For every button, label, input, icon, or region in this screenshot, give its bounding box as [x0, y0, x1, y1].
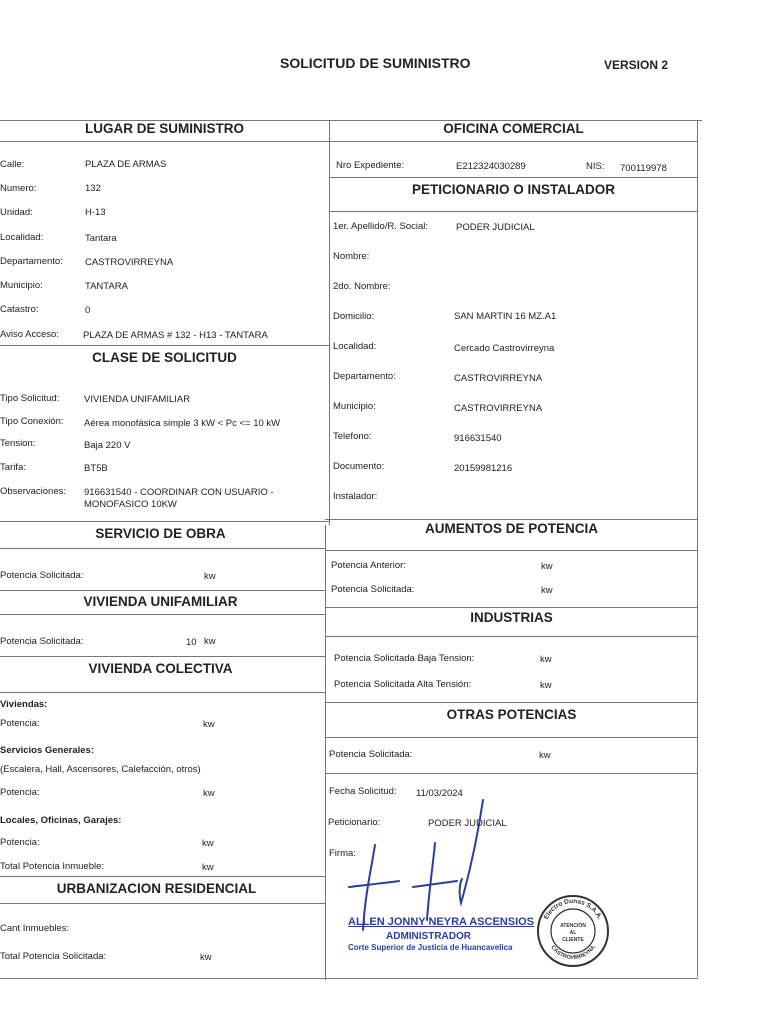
- divider: [0, 590, 325, 591]
- lugar-value-catastro: 0: [85, 305, 91, 316]
- company-seal: [535, 893, 611, 969]
- lugar-value-localidad: Tantara: [85, 233, 117, 244]
- pet-label-documento: Documento:: [333, 461, 385, 472]
- divider: [329, 177, 698, 178]
- colectiva-potencia3-unit: kw: [202, 838, 214, 849]
- industrias-title: INDUSTRIAS: [470, 610, 553, 625]
- pet-value-domicilio: SAN MARTIN 16 MZ.A1: [454, 311, 557, 322]
- divider: [325, 607, 698, 608]
- urbanizacion-unit: kw: [200, 952, 212, 963]
- colectiva-total-unit: kw: [202, 862, 214, 873]
- pet-value-municipio: CASTROVIRREYNA: [454, 403, 543, 414]
- divider: [0, 876, 325, 877]
- divider: [0, 614, 325, 615]
- clase-value-tipo-solicitud: VIVIENDA UNIFAMILIAR: [84, 394, 191, 405]
- urbanizacion-total: Total Potencia Solicitada:: [0, 951, 107, 962]
- stamp-name: ALLEN JONNY NEYRA ASCENSIOS: [348, 916, 535, 928]
- nis-label: NIS:: [586, 161, 605, 172]
- clase-value-tipo-conexion: Aérea monofásica simple 3 kW < Pc <= 10 kW: [84, 418, 281, 429]
- industrias-baja: Potencia Solicitada Baja Tension:: [334, 653, 475, 664]
- industrias-alta: Potencia Solicitada Alta Tensión:: [334, 679, 472, 690]
- clase-value-observaciones: 916631540 - COORDINAR CON USUARIO -: [84, 487, 274, 498]
- pet-label-apellido: 1er. Apellido/R. Social:: [333, 221, 429, 232]
- nis-value: 700119978: [620, 163, 667, 174]
- aumentos-solicitada: Potencia Solicitada:: [331, 584, 415, 595]
- lugar-label-aviso: Aviso Acceso:: [0, 329, 59, 340]
- lugar-label-catastro: Catastro:: [0, 304, 39, 315]
- divider: [325, 550, 698, 551]
- colectiva-potencia: Potencia:: [0, 718, 40, 729]
- lugar-label-calle: Calle:: [0, 159, 25, 170]
- industrias-alta-unit: kw: [540, 680, 552, 691]
- colectiva-potencia2: Potencia:: [0, 787, 40, 798]
- divider: [0, 692, 325, 693]
- unifamiliar-unit: kw: [204, 636, 216, 647]
- stamp-org: Corte Superior de Justicia de Huancavelica: [348, 943, 513, 952]
- divider: [325, 773, 698, 774]
- otras-label: Potencia Solicitada:: [329, 749, 413, 760]
- lugar-label-departamento: Departamento:: [0, 256, 63, 267]
- divider: [325, 737, 698, 738]
- lugar-title: LUGAR DE SUMINISTRO: [84, 121, 244, 136]
- lugar-value-departamento: CASTROVIRREYNA: [85, 257, 174, 268]
- column-divider-lower: [325, 525, 326, 980]
- fecha-label: Fecha Solicitud:: [329, 786, 397, 797]
- clase-title: CLASE DE SOLICITUD: [92, 350, 237, 365]
- colectiva-locales: Locales, Oficinas, Garajes:: [0, 815, 122, 826]
- lugar-label-municipio: Municipio:: [0, 280, 43, 291]
- handwritten-signature: [335, 795, 505, 935]
- unifamiliar-value: 10: [186, 637, 197, 648]
- right-border-lower: [697, 550, 698, 977]
- colectiva-servicios: Servicios Generales:: [0, 745, 94, 756]
- column-divider-upper: [329, 120, 330, 525]
- pet-value-telefono: 916631540: [454, 433, 502, 444]
- pet-label-departamento: Departamento:: [333, 371, 396, 382]
- divider: [0, 548, 325, 549]
- firma-label: Firma:: [329, 848, 356, 859]
- peticionario-firma-value: PODER JUDICIAL: [428, 818, 507, 829]
- colectiva-potencia3: Potencia:: [0, 837, 40, 848]
- aumentos-anterior: Potencia Anterior:: [331, 560, 406, 571]
- aumentos-anterior-unit: kw: [541, 561, 553, 572]
- divider: [0, 903, 325, 904]
- frame-bottom-line: [0, 978, 698, 979]
- otras-unit: kw: [539, 750, 551, 761]
- servicio-label: Potencia Solicitada:: [0, 570, 84, 581]
- divider: [329, 141, 698, 142]
- lugar-value-municipio: TANTARA: [85, 281, 128, 292]
- pet-label-telefono: Telefono:: [333, 431, 372, 442]
- expediente-label: Nro Expediente:: [336, 160, 405, 171]
- peticionario-title: PETICIONARIO O INSTALADOR: [411, 182, 615, 197]
- clase-value-observaciones-2: MONOFASICO 10KW: [84, 499, 177, 510]
- svg-text:CLIENTE: CLIENTE: [562, 937, 584, 943]
- clase-label-tipo-conexion: Tipo Conexión:: [0, 416, 64, 427]
- version-label: VERSION 2: [604, 58, 669, 72]
- colectiva-servicios-desc: (Escalera, Hall, Ascensores, Calefacción, otros): [0, 764, 201, 775]
- peticionario-firma-label: Peticionario:: [328, 817, 381, 828]
- colectiva-viviendas: Viviendas:: [0, 699, 48, 710]
- clase-value-tension: Baja 220 V: [84, 440, 131, 451]
- clase-value-tarifa: BT5B: [84, 463, 108, 474]
- servicio-title: SERVICIO DE OBRA: [95, 526, 226, 541]
- colectiva-total: Total Potencia Inmueble:: [0, 861, 105, 872]
- clase-label-tension: Tension:: [0, 438, 36, 449]
- pet-label-nombre: Nombre:: [333, 251, 370, 262]
- stamp-role: ADMINISTRADOR: [386, 931, 471, 942]
- clase-label-tarifa: Tarifa:: [0, 462, 26, 473]
- lugar-label-localidad: Localidad:: [0, 232, 44, 243]
- divider: [0, 141, 329, 142]
- document-title: SOLICITUD DE SUMINISTRO: [280, 55, 471, 71]
- divider: [329, 211, 698, 212]
- lugar-label-numero: Numero:: [0, 183, 37, 194]
- pet-value-apellido: PODER JUDICIAL: [456, 222, 535, 233]
- expediente-value: E212324030289: [456, 161, 526, 172]
- clase-label-tipo-solicitud: Tipo Solicitud:: [0, 393, 60, 404]
- fecha-value: 11/03/2024: [416, 788, 463, 799]
- colectiva-potencia2-unit: kw: [203, 788, 215, 799]
- svg-text:Electro Dunas S.A.A.: Electro Dunas S.A.A.: [542, 897, 604, 921]
- pet-value-localidad: Cercado Castrovirreyna: [454, 343, 555, 354]
- divider: [0, 656, 325, 657]
- svg-text:CASTROVIRREYNA: CASTROVIRREYNA: [549, 944, 597, 962]
- urbanizacion-cant: Cant Inmuebles:: [0, 923, 70, 934]
- divider: [325, 636, 698, 637]
- servicio-unit: kw: [204, 571, 216, 582]
- svg-text:AL: AL: [569, 930, 577, 936]
- colectiva-title: VIVIENDA COLECTIVA: [88, 661, 233, 676]
- pet-value-documento: 20159981216: [454, 463, 513, 474]
- pet-label-domicilio: Domicilio:: [333, 311, 375, 322]
- lugar-value-numero: 132: [85, 183, 101, 194]
- unifamiliar-title: VIVIENDA UNIFAMILIAR: [83, 594, 238, 609]
- colectiva-potencia-unit: kw: [203, 719, 215, 730]
- right-border-upper: [697, 120, 698, 550]
- unifamiliar-label: Potencia Solicitada:: [0, 636, 84, 647]
- aumentos-solicitada-unit: kw: [541, 585, 553, 596]
- pet-label-nombre2: 2do. Nombre:: [333, 281, 391, 292]
- lugar-value-aviso: PLAZA DE ARMAS # 132 - H13 - TANTARA: [83, 330, 268, 341]
- clase-label-observaciones: Observaciones:: [0, 486, 67, 497]
- lugar-value-calle: PLAZA DE ARMAS: [85, 159, 167, 170]
- divider: [0, 521, 329, 522]
- pet-label-localidad: Localidad:: [333, 341, 377, 352]
- oficina-title: OFICINA COMERCIAL: [443, 121, 584, 136]
- divider: [325, 702, 698, 703]
- industrias-baja-unit: kw: [540, 654, 552, 665]
- urbanizacion-title: URBANIZACION RESIDENCIAL: [56, 881, 257, 896]
- pet-label-municipio: Municipio:: [333, 401, 376, 412]
- pet-label-instalador: Instalador:: [333, 491, 378, 502]
- pet-value-departamento: CASTROVIRREYNA: [454, 373, 543, 384]
- aumentos-title: AUMENTOS DE POTENCIA: [424, 521, 598, 536]
- divider: [325, 519, 698, 520]
- otras-title: OTRAS POTENCIAS: [446, 707, 577, 722]
- lugar-label-unidad: Unidad:: [0, 207, 33, 218]
- svg-text:ATENCIÓN: ATENCIÓN: [560, 923, 586, 929]
- lugar-value-unidad: H-13: [85, 207, 106, 218]
- divider: [0, 345, 329, 346]
